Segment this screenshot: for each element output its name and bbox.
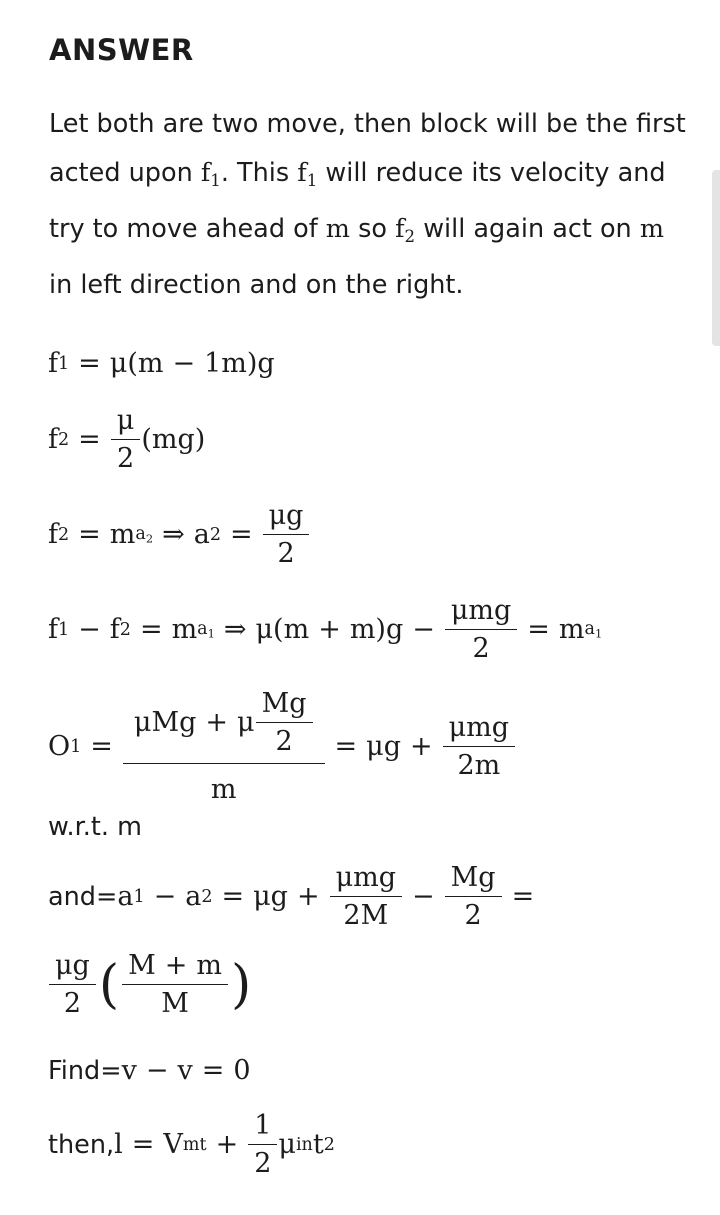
equation-f1: f 1 = μ(m − 1m)g	[48, 348, 275, 379]
equation-f2: f 2 = $\frac{\mu}{2}$ (mg)	[48, 405, 206, 474]
text-wrt: w.r.t. m	[48, 812, 142, 842]
equation-distance: then, l = V mt + $\frac{1}{2}$ μ in t 2	[48, 1110, 335, 1179]
explanation-paragraph: Let both are two move, then block will be the first acted upon $f_1$. This $f_1$ will reduce its velocity and try to move ahead of m so $f_2$ will again act on m in left direction and on the right.	[49, 109, 686, 300]
scrollbar-track[interactable]	[712, 170, 720, 346]
equation-relative-acceleration-result: $\frac{\mu g}{2}$ ( $\frac{M + m}{M}$ )	[48, 950, 253, 1019]
equation-a2: f 2 = m $a_2$ ⇒ a 2 = $\frac{\mu g}{2}$	[48, 500, 310, 569]
equation-find: Find= v − v = 0	[48, 1055, 251, 1086]
equation-a1: f 1 − f 2 = m $a_1$ ⇒ μ(m + m)g − $\frac{\text{μmg}}{2}$ = m $a_1$	[48, 595, 603, 664]
answer-heading: ANSWER	[49, 33, 194, 67]
equation-relative-acceleration: and= a 1 − a 2 = μg + $\frac{\text{μmg}}{2M}$ − $\frac{Mg}{2}$ =	[48, 862, 535, 931]
equation-o1: O 1 = μMg + μ $\frac{Mg}{2}$ m = μg + $\frac{\text{μmg}}{2m}$	[48, 688, 516, 805]
